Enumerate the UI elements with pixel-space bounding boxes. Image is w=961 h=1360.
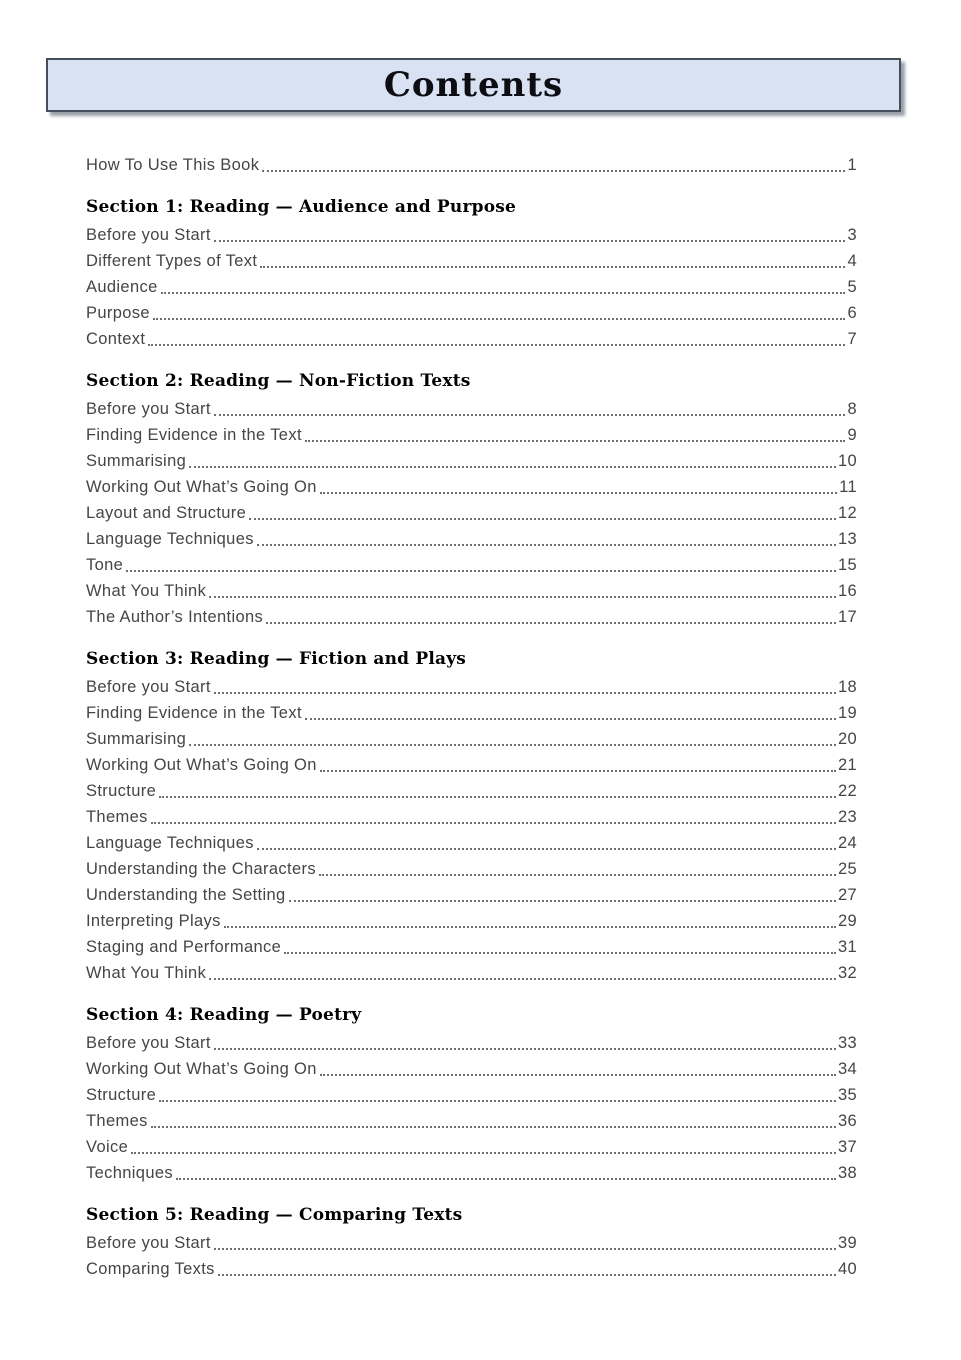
toc-entry-page: 7 <box>847 330 857 349</box>
toc-entry-page: 15 <box>837 556 857 575</box>
toc-entry-page: 37 <box>837 1138 857 1157</box>
dot-leader-line <box>284 952 836 954</box>
toc-entry-label: Tone <box>86 556 124 575</box>
dot-leader-line <box>126 570 836 572</box>
toc-entry-label: Staging and Performance <box>86 938 282 957</box>
dot-leader-line <box>159 1100 836 1102</box>
toc-entry-label: Themes <box>86 808 148 827</box>
toc-entry-label: Comparing Texts <box>86 1260 215 1279</box>
toc-entry-page: 39 <box>837 1234 857 1253</box>
toc-entry-page: 22 <box>837 782 857 801</box>
toc-entry-label: What You Think <box>86 964 207 983</box>
toc-entry <box>86 776 857 802</box>
toc-entry <box>86 1080 857 1106</box>
toc-entry <box>86 1106 857 1132</box>
toc-entry-page: 13 <box>837 530 857 549</box>
toc-entry-page: 18 <box>837 678 857 697</box>
toc-entry <box>86 932 857 958</box>
dot-leader-line <box>151 1126 836 1128</box>
toc-entry-label: The Author’s Intentions <box>86 608 264 627</box>
toc-entry-label: Summarising <box>86 452 187 471</box>
dot-leader-line <box>320 770 836 772</box>
toc-entry <box>86 272 857 298</box>
toc-entry-label: Techniques <box>86 1164 173 1183</box>
section-heading: Section 4: Reading — Poetry <box>86 1005 362 1025</box>
toc-entry <box>86 420 857 446</box>
toc-entry <box>86 524 857 550</box>
dot-leader-line <box>161 292 846 294</box>
toc-entry <box>86 828 857 854</box>
toc-entry-label: Language Techniques <box>86 530 254 549</box>
dot-leader-line <box>319 874 836 876</box>
dot-leader-line <box>209 596 836 598</box>
toc-entry-page: 3 <box>847 226 857 245</box>
section-heading: Section 1: Reading — Audience and Purpose <box>86 197 517 217</box>
toc-entry <box>86 880 857 906</box>
toc-entry <box>86 1028 857 1054</box>
dot-leader-line <box>189 744 836 746</box>
toc-entry-label: Before you Start <box>86 1034 211 1053</box>
toc-entry-page: 32 <box>837 964 857 983</box>
toc-list <box>86 150 857 1280</box>
toc-entry-page: 23 <box>837 808 857 827</box>
toc-entry <box>86 602 857 628</box>
toc-entry <box>86 672 857 698</box>
toc-entry-label: Understanding the Setting <box>86 886 286 905</box>
toc-entry-page: 29 <box>837 912 857 931</box>
dot-leader-line <box>262 170 845 172</box>
toc-entry <box>86 1054 857 1080</box>
toc-entry <box>86 750 857 776</box>
toc-entry <box>86 298 857 324</box>
toc-entry <box>86 394 857 420</box>
toc-entry <box>86 150 857 176</box>
toc-entry-page: 8 <box>847 400 857 419</box>
toc-entry-label: Before you Start <box>86 1234 211 1253</box>
toc-entry-page: 38 <box>837 1164 857 1183</box>
toc-entry <box>86 802 857 828</box>
toc-entry-page: 34 <box>837 1060 857 1079</box>
dot-leader-line <box>320 1074 836 1076</box>
toc-entry-page: 5 <box>847 278 857 297</box>
toc-entry-page: 9 <box>847 426 857 445</box>
dot-leader-line <box>266 622 836 624</box>
toc-entry-page: 24 <box>837 834 857 853</box>
toc-entry-label: Summarising <box>86 730 187 749</box>
toc-entry-label: Audience <box>86 278 158 297</box>
toc-entry-label: Layout and Structure <box>86 504 247 523</box>
toc-entry-label: Working Out What’s Going On <box>86 756 317 775</box>
toc-entry <box>86 1158 857 1184</box>
section-heading: Section 2: Reading — Non-Fiction Texts <box>86 371 471 391</box>
toc-entry-page: 19 <box>837 704 857 723</box>
toc-entry-label: Structure <box>86 1086 157 1105</box>
dot-leader-line <box>159 796 836 798</box>
dot-leader-line <box>257 848 836 850</box>
toc-entry-page: 40 <box>837 1260 857 1279</box>
toc-entry-page: 6 <box>847 304 857 323</box>
toc-entry-page: 4 <box>847 252 857 271</box>
toc-entry <box>86 472 857 498</box>
toc-entry <box>86 550 857 576</box>
toc-entry-page: 35 <box>837 1086 857 1105</box>
dot-leader-line <box>249 518 836 520</box>
dot-leader-line <box>131 1152 836 1154</box>
dot-leader-line <box>224 926 836 928</box>
dot-leader-line <box>189 466 836 468</box>
toc-entry-label: Before you Start <box>86 678 211 697</box>
dot-leader-line <box>214 240 846 242</box>
toc-entry-label: Different Types of Text <box>86 252 258 271</box>
toc-entry-label: Purpose <box>86 304 150 323</box>
toc-entry-label: Working Out What’s Going On <box>86 1060 317 1079</box>
dot-leader-line <box>214 1048 836 1050</box>
dot-leader-line <box>218 1274 836 1276</box>
dot-leader-line <box>305 718 836 720</box>
toc-entry <box>86 1228 857 1254</box>
toc-entry-label: Context <box>86 330 146 349</box>
toc-entry-label: Before you Start <box>86 400 211 419</box>
toc-entry-label: Understanding the Characters <box>86 860 316 879</box>
section-heading: Section 3: Reading — Fiction and Plays <box>86 649 467 669</box>
toc-entry-label: Structure <box>86 782 157 801</box>
dot-leader-line <box>214 414 846 416</box>
section-heading: Section 5: Reading — Comparing Texts <box>86 1205 463 1225</box>
toc-entry-page: 17 <box>837 608 857 627</box>
toc-entry <box>86 446 857 472</box>
toc-entry-page: 31 <box>837 938 857 957</box>
dot-leader-line <box>260 266 845 268</box>
toc-entry-page: 27 <box>837 886 857 905</box>
toc-entry-page: 20 <box>837 730 857 749</box>
page-title: Contents <box>383 65 564 105</box>
dot-leader-line <box>289 900 836 902</box>
toc-entry <box>86 220 857 246</box>
toc-entry <box>86 246 857 272</box>
toc-entry-label: Finding Evidence in the Text <box>86 426 302 445</box>
toc-entry-page: 10 <box>837 452 857 471</box>
toc-entry-page: 21 <box>837 756 857 775</box>
toc-entry <box>86 1254 857 1280</box>
contents-header-box <box>46 58 901 112</box>
toc-entry-page: 25 <box>837 860 857 879</box>
toc-entry <box>86 724 857 750</box>
toc-entry <box>86 854 857 880</box>
toc-entry <box>86 698 857 724</box>
toc-entry-label: Voice <box>86 1138 129 1157</box>
toc-entry-label: Working Out What’s Going On <box>86 478 317 497</box>
dot-leader-line <box>176 1178 836 1180</box>
dot-leader-line <box>305 440 846 442</box>
toc-entry-label: Language Techniques <box>86 834 254 853</box>
toc-entry <box>86 958 857 984</box>
toc-entry-label: Before you Start <box>86 226 211 245</box>
toc-entry <box>86 324 857 350</box>
toc-entry-page: 1 <box>847 156 857 175</box>
toc-entry-page: 16 <box>837 582 857 601</box>
dot-leader-line <box>214 1248 836 1250</box>
dot-leader-line <box>148 344 845 346</box>
toc-entry-label: Finding Evidence in the Text <box>86 704 302 723</box>
toc-entry-page: 11 <box>839 478 857 497</box>
toc-entry-label: How To Use This Book <box>86 156 260 175</box>
toc-entry-page: 36 <box>837 1112 857 1131</box>
dot-leader-line <box>214 692 836 694</box>
toc-entry <box>86 498 857 524</box>
toc-entry <box>86 576 857 602</box>
toc-entry-label: Interpreting Plays <box>86 912 221 931</box>
toc-entry <box>86 906 857 932</box>
toc-entry-label: Themes <box>86 1112 148 1131</box>
dot-leader-line <box>209 978 836 980</box>
dot-leader-line <box>153 318 846 320</box>
dot-leader-line <box>320 492 837 494</box>
dot-leader-line <box>257 544 836 546</box>
dot-leader-line <box>151 822 836 824</box>
toc-entry-page: 33 <box>837 1034 857 1053</box>
toc-entry-label: What You Think <box>86 582 207 601</box>
toc-entry-page: 12 <box>837 504 857 523</box>
toc-entry <box>86 1132 857 1158</box>
